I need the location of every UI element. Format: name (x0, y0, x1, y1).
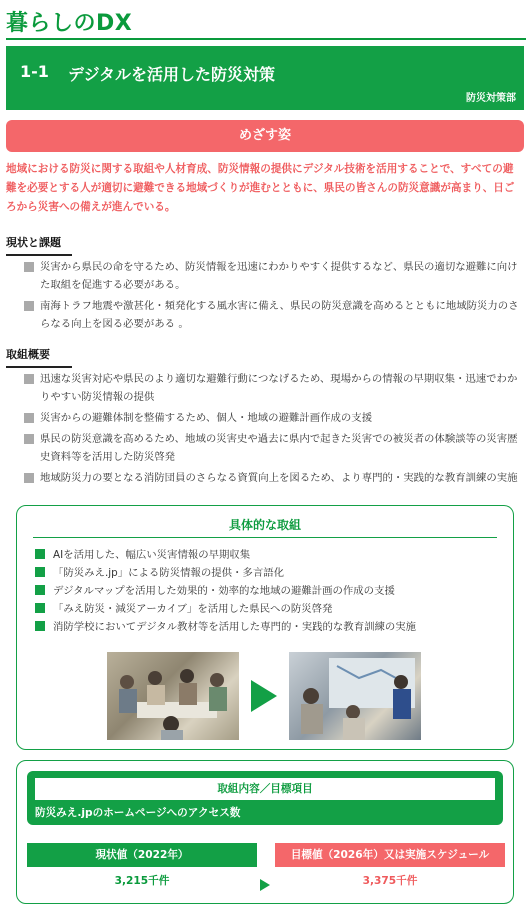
status-list (24, 258, 522, 336)
target-item-bar (27, 771, 503, 825)
current-value-heading: 現状値（2022年） (27, 843, 257, 867)
policy-header (6, 46, 524, 110)
specific-heading-rule (33, 537, 497, 538)
specific-item: デジタルマップを活用した効果的・効率的な地域の避難計画の作成の支援 (35, 582, 505, 600)
goal-value-heading: 目標値（2026年）又は実施スケジュール (275, 843, 505, 867)
overview-item: 災害からの避難体制を整備するため、個人・地域の避難計画作成の支援 (24, 409, 522, 427)
goal-heading: めざす姿 (6, 120, 524, 152)
status-heading: 現状と課題 (6, 234, 72, 256)
goal-text: 地域における防災に関する取組や人材育成、防災情報の提供にデジタル技術を活用することで、すべての避難を必要とする人が適切に避難できる地域づくりが進むとともに、県民の皆さんの防災意識が高まり、日ごろから災害への備えが進んでいる。 (6, 163, 515, 213)
specific-item: AIを活用した、幅広い災害情報の早期収集 (35, 546, 505, 564)
section-title: 暮らしのDX (6, 11, 133, 36)
status-item: 南海トラフ地震や激甚化・頻発化する風水害に備え、県民の防災意識を高めるとともに地域防災力のさらなる向上を図る必要がある 。 (24, 297, 522, 333)
specific-actions-box (16, 505, 514, 750)
goal-value: 3,375千件 (362, 875, 418, 887)
overview-item: 地域防災力の要となる消防団員のさらなる資質向上を図るため、より専門的・実践的な教育訓練の実施 (24, 469, 522, 487)
target-item: 防災みえ.jpのホームページへのアクセス数 (35, 807, 241, 819)
overview-item: 迅速な災害対応や県民のより適切な避難行動につなげるため、現場からの情報の早期収集・迅速でわかりやすい防災情報の提供 (24, 370, 522, 406)
specific-item: 「防災みえ.jp」による防災情報の提供・多言語化 (35, 564, 505, 582)
department-label: 防災対策部 (466, 93, 516, 104)
overview-list (24, 370, 522, 490)
current-value: 3,215千件 (114, 875, 170, 887)
arrow-right-small-icon (260, 879, 270, 891)
policy-title: デジタルを活用した防災対策 (68, 65, 276, 84)
policy-number: 1-1 (20, 62, 49, 81)
overview-item: 県民の防災意識を高めるため、地域の災害史や過去に県内で起きた災害での被災者の体験談等の災害歴史資料等を活用した防災啓発 (24, 430, 522, 466)
specific-heading: 具体的な取組 (228, 518, 301, 532)
arrow-right-icon (251, 680, 277, 712)
specific-item: 消防学校においてデジタル教材等を活用した専門的・実践的な教育訓練の実施 (35, 618, 505, 636)
specific-list (35, 546, 505, 636)
workshop-photo (107, 652, 239, 740)
status-item: 災害から県民の命を守るため、防災情報を迅速にわかりやすく提供するなど、県民の適切な避難に向けた取組を促進する必要がある。 (24, 258, 522, 294)
overview-heading: 取組概要 (6, 346, 72, 368)
target-label: 取組内容／目標項目 (35, 778, 495, 800)
target-box (16, 760, 514, 904)
map-training-photo (289, 652, 421, 740)
section-rule (6, 38, 526, 40)
specific-item: 「みえ防災・減災アーカイブ」を活用した県民への防災啓発 (35, 600, 505, 618)
